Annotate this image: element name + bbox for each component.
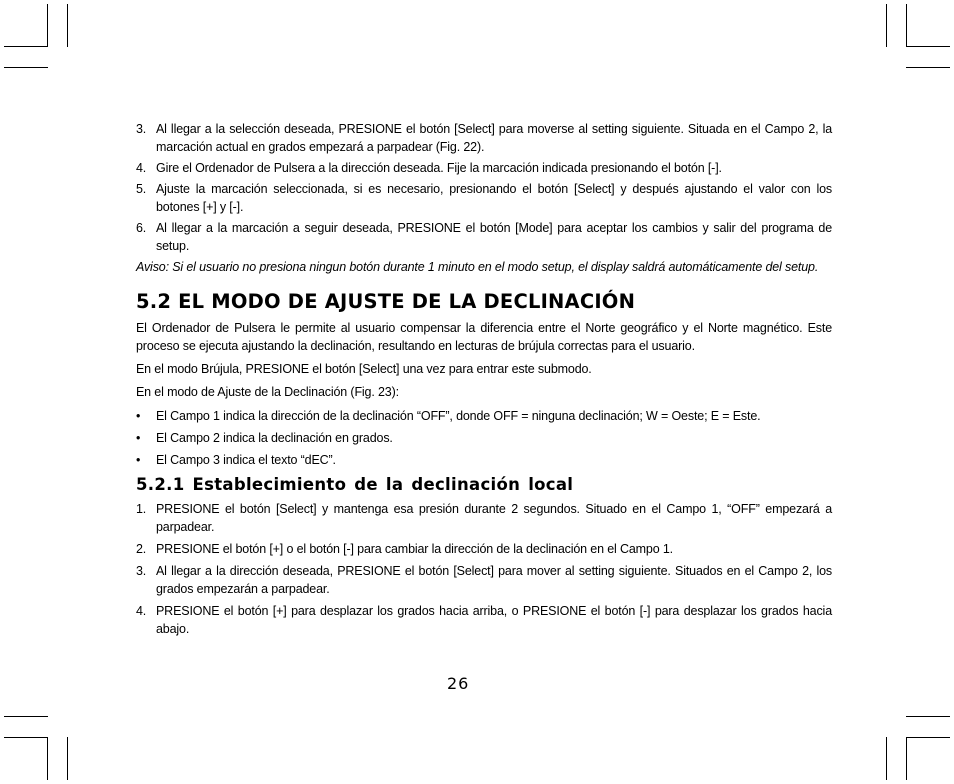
crop-mark-bottom-right-vertical-2 bbox=[906, 737, 907, 780]
list-item-text: Al llegar a la selección deseada, PRESIONE el botón [Select] para moverse al setting siguiente. Situada en el Campo 2, la marcación actual en grados empezará a parpadear (Fig. 22). bbox=[156, 122, 832, 154]
list-item-text: El Campo 2 indica la declinación en grados. bbox=[156, 431, 393, 445]
crop-mark-top-right-vertical-1 bbox=[886, 4, 887, 47]
list-item bbox=[136, 602, 832, 638]
crop-mark-bottom-right-horizontal-2 bbox=[906, 737, 950, 738]
crop-mark-top-right-vertical-2 bbox=[906, 4, 907, 47]
crop-mark-top-left-horizontal-1 bbox=[4, 46, 48, 47]
list-item bbox=[136, 407, 832, 425]
list-item bbox=[136, 540, 832, 558]
paragraph: El Ordenador de Pulsera le permite al usuario compensar la diferencia entre el Norte geográfico y el Norte magnético. Este proceso se ejecuta ajustando la declinación, resultando en lecturas de brújula correctas para el usuario. bbox=[136, 321, 832, 353]
list-item-number: 3. bbox=[136, 122, 147, 136]
list-item-number: 6. bbox=[136, 221, 147, 235]
list-item-number: 4. bbox=[136, 604, 147, 618]
crop-mark-top-right-horizontal-1 bbox=[906, 46, 950, 47]
paragraph: En el modo de Ajuste de la Declinación (Fig. 23): bbox=[136, 385, 399, 399]
crop-mark-bottom-right-vertical-1 bbox=[886, 737, 887, 780]
list-item-text: El Campo 1 indica la dirección de la declinación “OFF”, donde OFF = ninguna declinación; W = Oeste; E = Este. bbox=[156, 409, 761, 423]
list-item-text: Al llegar a la dirección deseada, PRESIONE el botón [Select] para mover al setting siguiente. Situados en el Campo 2, los grados empezarán a parpadear. bbox=[156, 564, 832, 596]
crop-mark-top-right-horizontal-2 bbox=[906, 67, 950, 68]
section-title: 5.2 EL MODO DE AJUSTE DE LA DECLINACIÓN bbox=[136, 290, 636, 313]
crop-mark-bottom-left-vertical-1 bbox=[47, 737, 48, 780]
bullet-mark: • bbox=[136, 431, 141, 445]
crop-mark-top-left-vertical-2 bbox=[67, 4, 68, 47]
list-item bbox=[136, 219, 832, 255]
list-item-number: 3. bbox=[136, 564, 147, 578]
list-item-text: Al llegar a la marcación a seguir deseada, PRESIONE el botón [Mode] para aceptar los cambios y salir del programa de setup. bbox=[156, 221, 832, 253]
page-content bbox=[136, 120, 832, 638]
bullet-mark: • bbox=[136, 409, 141, 423]
list-item bbox=[136, 429, 832, 447]
bullet-list bbox=[136, 407, 832, 469]
list-item bbox=[136, 562, 832, 598]
setup-steps-list bbox=[136, 120, 832, 255]
list-item bbox=[136, 500, 832, 536]
bullet-mark: • bbox=[136, 453, 141, 467]
list-item-number: 5. bbox=[136, 182, 147, 196]
crop-mark-top-left-horizontal-2 bbox=[4, 67, 48, 68]
list-item-text: PRESIONE el botón [Select] y mantenga esa presión durante 2 segundos. Situado en el Campo 1, “OFF” empezará a parpadear. bbox=[156, 502, 832, 534]
aviso-note: Aviso: Si el usuario no presiona ningun botón durante 1 minuto en el modo setup, el display saldrá automáticamente del setup. bbox=[136, 260, 819, 274]
list-item bbox=[136, 120, 832, 156]
list-item-text: Gire el Ordenador de Pulsera a la dirección deseada. Fije la marcación indicada presionando el botón [-]. bbox=[156, 161, 722, 175]
list-item bbox=[136, 451, 832, 469]
list-item bbox=[136, 159, 832, 177]
list-item-text: El Campo 3 indica el texto “dEC”. bbox=[156, 453, 336, 467]
list-item-text: Ajuste la marcación seleccionada, si es necesario, presionando el botón [Select] y después ajustando el valor con los botones [+] y [-]. bbox=[156, 182, 832, 214]
list-item-number: 2. bbox=[136, 542, 147, 556]
list-item-number: 1. bbox=[136, 502, 147, 516]
list-item bbox=[136, 180, 832, 216]
crop-mark-bottom-left-vertical-2 bbox=[67, 737, 68, 780]
paragraph: En el modo Brújula, PRESIONE el botón [Select] una vez para entrar este submodo. bbox=[136, 362, 592, 376]
page-number: 26 bbox=[447, 674, 470, 693]
crop-mark-bottom-left-horizontal-2 bbox=[4, 737, 48, 738]
list-item-text: PRESIONE el botón [+] o el botón [-] para cambiar la dirección de la declinación en el Campo 1. bbox=[156, 542, 673, 556]
list-item-number: 4. bbox=[136, 161, 147, 175]
list-item-text: PRESIONE el botón [+] para desplazar los grados hacia arriba, o PRESIONE el botón [-] para desplazar los grados hacia abajo. bbox=[156, 604, 832, 636]
subsection-title: 5.2.1 Establecimiento de la declinación local bbox=[136, 475, 574, 494]
crop-mark-top-left-vertical-1 bbox=[47, 4, 48, 47]
crop-mark-bottom-right-horizontal-1 bbox=[906, 716, 950, 717]
crop-mark-bottom-left-horizontal-1 bbox=[4, 716, 48, 717]
declination-steps-list bbox=[136, 500, 832, 638]
